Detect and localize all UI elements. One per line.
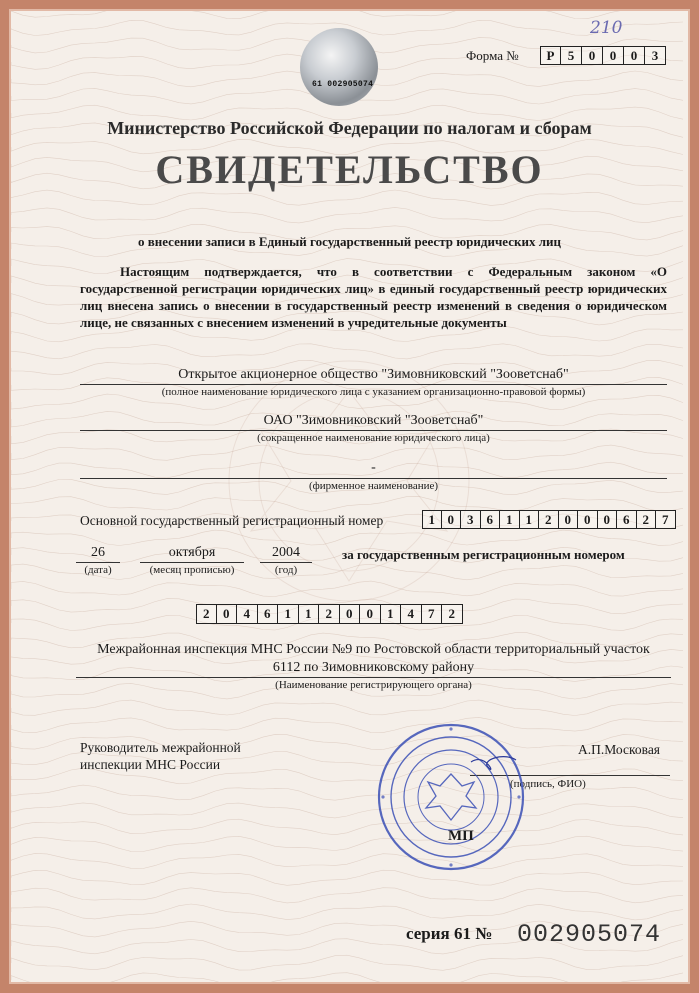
- grn-digit: 4: [237, 604, 258, 624]
- ogrn-digit: 2: [637, 510, 657, 529]
- signer-name: А.П.Московая: [578, 742, 661, 757]
- short-name-line: [80, 430, 667, 431]
- grn-digit: 2: [196, 604, 217, 624]
- ministry-heading: Министерство Российской Федерации по налогам и сборам: [107, 118, 592, 138]
- grn-digit: 6: [258, 604, 279, 624]
- date-day: 26: [91, 545, 105, 560]
- confirmation-paragraph: [80, 263, 667, 331]
- signer-position-line2: инспекции МНС России: [80, 757, 221, 772]
- ogrn-label: Основной государственный регистрационный номер: [80, 513, 384, 528]
- ogrn-digit: 2: [539, 510, 559, 529]
- date-year: 2004: [272, 545, 300, 560]
- ogrn-digit: 1: [520, 510, 540, 529]
- brand-name-caption: (фирменное наименование): [308, 480, 439, 492]
- date-day-caption: (дата): [84, 564, 112, 576]
- ogrn-digit: 0: [598, 510, 618, 529]
- ogrn-digit: 0: [559, 510, 579, 529]
- form-code-cell: 0: [603, 46, 624, 65]
- reg-number-label: за государственным регистрационным номером: [342, 547, 625, 562]
- grn-digit: 4: [401, 604, 422, 624]
- grn-digit: 1: [299, 604, 320, 624]
- entity-short-name: ОАО "Зимовниковский "Зооветснаб": [263, 413, 484, 428]
- ogrn-digit: 3: [461, 510, 481, 529]
- grn-digit: 0: [217, 604, 238, 624]
- date-day-line: [76, 562, 120, 563]
- grn-cells: [196, 604, 463, 624]
- entity-full-name: Открытое акционерное общество "Зимовниковский "Зооветснаб": [178, 367, 569, 382]
- form-code-cell: 3: [645, 46, 666, 65]
- official-stamp-icon: [376, 722, 526, 872]
- hologram-seal: [300, 28, 378, 106]
- grn-digit: 1: [278, 604, 299, 624]
- grn-digit: 2: [442, 604, 463, 624]
- ogrn-digit: 7: [656, 510, 676, 529]
- ogrn-digit: 0: [578, 510, 598, 529]
- hologram-serial: 61 002905074: [312, 80, 374, 89]
- brand-name-line: [80, 478, 667, 479]
- grn-digit: 0: [340, 604, 361, 624]
- date-year-line: [260, 562, 312, 563]
- form-code-cells: [540, 46, 666, 65]
- ogrn-digit: 1: [422, 510, 442, 529]
- full-name-caption: (полное наименование юридического лица с указанием организационно-правовой формы): [161, 386, 586, 398]
- date-month-caption: (месяц прописью): [149, 564, 235, 576]
- document-subtitle: о внесении записи в Единый государственный реестр юридических лиц: [137, 234, 561, 249]
- ogrn-digit: 6: [481, 510, 501, 529]
- grn-digit: 7: [422, 604, 443, 624]
- authority-caption: (Наименование регистрирующего органа): [275, 679, 472, 691]
- authority-line2: 6112 по Зимовниковскому району: [272, 660, 475, 675]
- ogrn-digit: 0: [442, 510, 462, 529]
- date-month: октября: [168, 545, 216, 560]
- grn-digit: 2: [319, 604, 340, 624]
- form-code-cell: Р: [540, 46, 561, 65]
- series-number: 002905074: [517, 920, 662, 949]
- signature-caption: (подпись, ФИО): [510, 778, 586, 790]
- authority-line: [76, 677, 671, 678]
- short-name-caption: (сокращенное наименование юридического лица): [257, 432, 490, 444]
- series-label: серия 61 №: [406, 924, 493, 943]
- ogrn-cells: [422, 510, 676, 529]
- signer-position-line1: Руководитель межрайонной: [80, 740, 241, 755]
- authority-line1: Межрайонная инспекция МНС России №9 по Ростовской области территориальный участок: [97, 642, 650, 657]
- form-code-cell: 5: [561, 46, 582, 65]
- full-name-line: [80, 384, 667, 385]
- grn-digit: 1: [381, 604, 402, 624]
- date-month-line: [140, 562, 244, 563]
- confirmation-text: Настоящим подтверждается, что в соответствии с Федеральным законом «О государственной регистрации юридических лиц» в единый государственный реестр юридических лиц внесена запись о внесении в государственный реестр изменений в сведения о юридическом лице, не связанных с внесением изменений в учредительные документы: [80, 264, 667, 330]
- mp-label: МП: [448, 828, 474, 844]
- ogrn-digit: 1: [500, 510, 520, 529]
- ogrn-digit: 6: [617, 510, 637, 529]
- document-title: СВИДЕТЕЛЬСТВО: [155, 147, 544, 192]
- form-code-cell: 0: [582, 46, 603, 65]
- entity-brand-name: -: [371, 460, 376, 475]
- date-year-caption: (год): [274, 564, 298, 576]
- form-code-cell: 0: [624, 46, 645, 65]
- handwritten-note: 210: [590, 18, 623, 38]
- grn-digit: 0: [360, 604, 381, 624]
- form-label: Форма №: [466, 48, 519, 63]
